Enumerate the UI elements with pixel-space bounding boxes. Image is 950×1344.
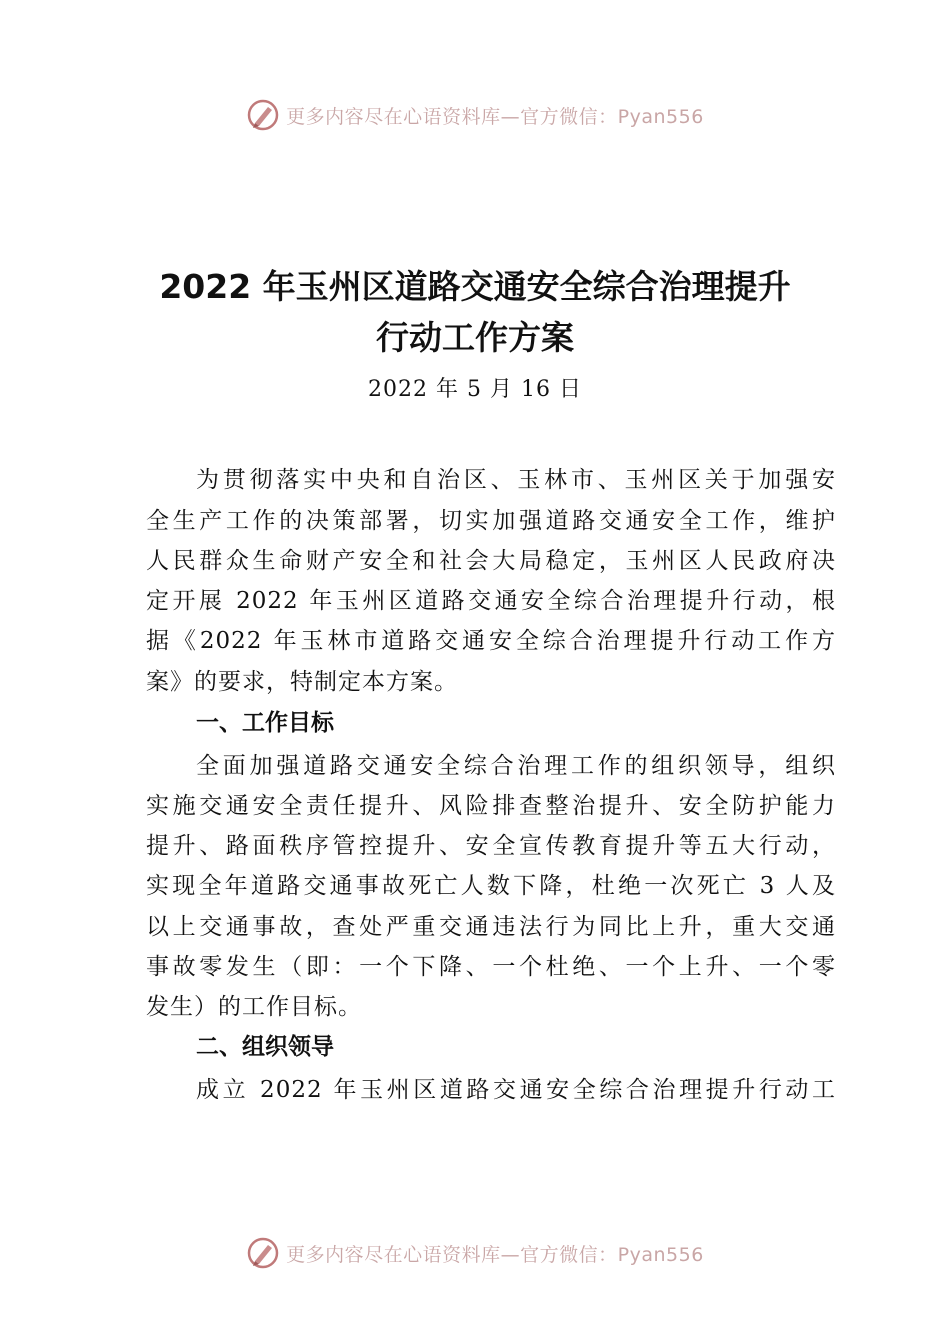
paragraph-line: 定开展 2022 年玉州区道路交通安全综合治理提升行动，根 (146, 588, 836, 614)
paragraph-line: 事故零发生（即：一个下降、一个杜绝、一个上升、一个零 (146, 954, 836, 980)
paragraph-line: 以上交通事故，查处严重交通违法行为同比上升，重大交通 (146, 914, 836, 940)
paragraph-line: 案》的要求，特制定本方案。 (146, 669, 458, 695)
paragraph-line: 人民群众生命财产安全和社会大局稳定，玉州区人民政府决 (146, 548, 836, 574)
paragraph-line: 实现全年道路交通事故死亡人数下降，杜绝一次死亡 3 人及 (146, 873, 836, 899)
watermark-text: 更多内容尽在心语资料库—官方微信：Pyan556 (286, 1243, 704, 1266)
footer-watermark (0, 1233, 950, 1273)
watermark-text: 更多内容尽在心语资料库—官方微信：Pyan556 (286, 105, 704, 128)
paragraph-line: 全面加强道路交通安全综合治理工作的组织领导，组织 (196, 753, 836, 779)
paragraph-line: 据《2022 年玉林市道路交通安全综合治理提升行动工作方 (146, 628, 836, 654)
pen-circle-logo-icon (246, 1236, 280, 1270)
document-title-line2: 行动工作方案 (376, 318, 574, 357)
section-heading: 二、组织领导 (196, 1034, 334, 1060)
document-date: 2022 年 5 月 16 日 (368, 377, 582, 402)
pen-circle-logo-icon (246, 98, 280, 132)
paragraph-line: 实施交通安全责任提升、风险排查整治提升、安全防护能力 (146, 793, 836, 819)
paragraph-line: 成立 2022 年玉州区道路交通安全综合治理提升行动工 (196, 1077, 836, 1103)
document-title-line1: 2022 年玉州区道路交通安全综合治理提升 (159, 267, 791, 306)
paragraph-line: 提升、路面秩序管控提升、安全宣传教育提升等五大行动， (146, 833, 836, 859)
paragraph-line: 发生）的工作目标。 (146, 994, 362, 1020)
header-watermark (0, 95, 950, 135)
section-heading: 一、工作目标 (196, 710, 334, 736)
paragraph-line: 全生产工作的决策部署，切实加强道路交通安全工作，维护 (146, 508, 836, 534)
paragraph-line: 为贯彻落实中央和自治区、玉林市、玉州区关于加强安 (196, 467, 836, 493)
